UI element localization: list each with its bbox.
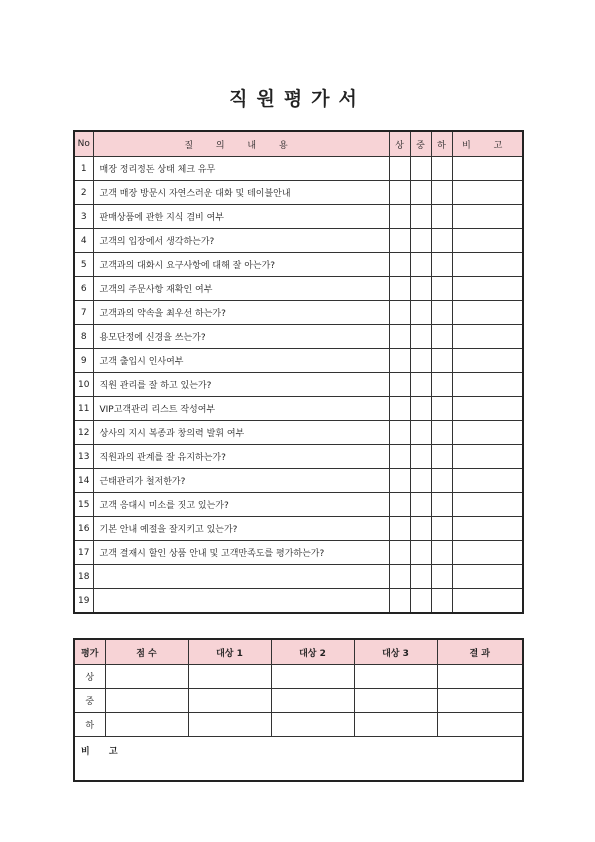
high-cell[interactable]: [389, 421, 410, 445]
score-cell[interactable]: [105, 665, 188, 689]
header-score: 점 수: [105, 639, 188, 665]
remarks-cell[interactable]: [452, 157, 523, 181]
question-text: 고객 응대시 미소를 짓고 있는가?: [93, 493, 389, 517]
row-number: 3: [74, 205, 93, 229]
remarks-cell[interactable]: [452, 541, 523, 565]
remarks-cell[interactable]: [452, 277, 523, 301]
question-text: 직원과의 관계를 잘 유지하는가?: [93, 445, 389, 469]
target-2-cell[interactable]: [271, 665, 354, 689]
question-text: [93, 589, 389, 614]
low-cell[interactable]: [431, 373, 452, 397]
question-text: VIP고객관리 리스트 작성여부: [93, 397, 389, 421]
page-title: 직원평가서: [229, 88, 366, 110]
score-cell[interactable]: [105, 713, 188, 737]
result-cell[interactable]: [437, 689, 523, 713]
row-number: 4: [74, 229, 93, 253]
row-number: 6: [74, 277, 93, 301]
high-cell[interactable]: [389, 589, 410, 614]
target-2-cell[interactable]: [271, 689, 354, 713]
table-row: [74, 517, 523, 541]
high-cell[interactable]: [389, 565, 410, 589]
table-row: [74, 541, 523, 565]
mid-cell[interactable]: [410, 445, 431, 469]
high-cell[interactable]: [389, 157, 410, 181]
target-1-cell[interactable]: [188, 665, 271, 689]
low-cell[interactable]: [431, 229, 452, 253]
table-row: [74, 301, 523, 325]
low-cell[interactable]: [431, 157, 452, 181]
target-3-cell[interactable]: [354, 713, 437, 737]
mid-cell[interactable]: [410, 541, 431, 565]
row-number: 12: [74, 421, 93, 445]
level-label: 하: [74, 713, 105, 737]
low-cell[interactable]: [431, 565, 452, 589]
table-row: [74, 181, 523, 205]
question-text: 고객과의 약속을 최우선 하는가?: [93, 301, 389, 325]
score-header-row: [74, 639, 523, 665]
mid-cell[interactable]: [410, 301, 431, 325]
row-number: 10: [74, 373, 93, 397]
remarks-cell[interactable]: [452, 589, 523, 614]
low-cell[interactable]: [431, 493, 452, 517]
high-cell[interactable]: [389, 541, 410, 565]
high-cell[interactable]: [389, 517, 410, 541]
mid-cell[interactable]: [410, 349, 431, 373]
low-cell[interactable]: [431, 517, 452, 541]
mid-cell[interactable]: [410, 325, 431, 349]
low-cell[interactable]: [431, 181, 452, 205]
low-cell[interactable]: [431, 253, 452, 277]
row-number: 14: [74, 469, 93, 493]
table-row: [74, 229, 523, 253]
remarks-cell[interactable]: [452, 325, 523, 349]
high-cell[interactable]: [389, 445, 410, 469]
question-text: 상사의 지시 복종과 창의력 발휘 여부: [93, 421, 389, 445]
score-row: [74, 689, 523, 713]
high-cell[interactable]: [389, 181, 410, 205]
row-number: 16: [74, 517, 93, 541]
result-cell[interactable]: [437, 713, 523, 737]
low-cell[interactable]: [431, 445, 452, 469]
header-no: No: [74, 131, 93, 157]
high-cell[interactable]: [389, 349, 410, 373]
remarks-cell[interactable]: [452, 397, 523, 421]
high-cell[interactable]: [389, 397, 410, 421]
mid-cell[interactable]: [410, 205, 431, 229]
remarks-cell[interactable]: [452, 301, 523, 325]
table-row: [74, 253, 523, 277]
target-1-cell[interactable]: [188, 689, 271, 713]
table-row: [74, 493, 523, 517]
mid-cell[interactable]: [410, 517, 431, 541]
table-row: [74, 589, 523, 614]
mid-cell[interactable]: [410, 469, 431, 493]
score-table: [73, 638, 524, 782]
remarks-cell[interactable]: [452, 565, 523, 589]
level-label: 중: [74, 689, 105, 713]
high-cell[interactable]: [389, 493, 410, 517]
evaluation-table: [73, 130, 524, 614]
header-eval: 평가: [74, 639, 105, 665]
header-target-1: 대상 1: [188, 639, 271, 665]
question-text: 근태관리가 철저한가?: [93, 469, 389, 493]
remarks-cell[interactable]: [452, 229, 523, 253]
score-cell[interactable]: [105, 689, 188, 713]
row-number: 1: [74, 157, 93, 181]
mid-cell[interactable]: [410, 373, 431, 397]
low-cell[interactable]: [431, 205, 452, 229]
remarks-label: 비 고: [74, 737, 523, 782]
mid-cell[interactable]: [410, 181, 431, 205]
table-row: [74, 349, 523, 373]
table-row: [74, 565, 523, 589]
remarks-cell[interactable]: [452, 205, 523, 229]
high-cell[interactable]: [389, 253, 410, 277]
question-text: 직원 관리를 잘 하고 있는가?: [93, 373, 389, 397]
target-1-cell[interactable]: [188, 713, 271, 737]
question-text: 고객 출입시 인사여부: [93, 349, 389, 373]
high-cell[interactable]: [389, 301, 410, 325]
question-text: 고객 매장 방문시 자연스러운 대화 및 테이블안내: [93, 181, 389, 205]
row-number: 9: [74, 349, 93, 373]
header-high: 상: [389, 131, 410, 157]
table-row: [74, 205, 523, 229]
remarks-cell[interactable]: [452, 181, 523, 205]
low-cell[interactable]: [431, 421, 452, 445]
question-text: 용모단정에 신경을 쓰는가?: [93, 325, 389, 349]
header-result: 결 과: [437, 639, 523, 665]
evaluation-header-row: [74, 131, 523, 157]
high-cell[interactable]: [389, 205, 410, 229]
mid-cell[interactable]: [410, 253, 431, 277]
remarks-cell[interactable]: [452, 373, 523, 397]
low-cell[interactable]: [431, 349, 452, 373]
header-low: 하: [431, 131, 452, 157]
table-row: [74, 445, 523, 469]
low-cell[interactable]: [431, 397, 452, 421]
remarks-cell[interactable]: [452, 253, 523, 277]
question-text: 고객과의 대화시 요구사항에 대해 잘 아는가?: [93, 253, 389, 277]
row-number: 5: [74, 253, 93, 277]
question-text: 고객 결재시 할인 상품 안내 및 고객만족도를 평가하는가?: [93, 541, 389, 565]
score-row: [74, 713, 523, 737]
low-cell[interactable]: [431, 301, 452, 325]
remarks-cell[interactable]: [452, 445, 523, 469]
row-number: 13: [74, 445, 93, 469]
mid-cell[interactable]: [410, 565, 431, 589]
high-cell[interactable]: [389, 469, 410, 493]
remarks-cell[interactable]: [452, 469, 523, 493]
remarks-cell[interactable]: [452, 349, 523, 373]
table-row: [74, 373, 523, 397]
remarks-cell[interactable]: [452, 517, 523, 541]
question-text: 기본 안내 예절을 잘지키고 있는가?: [93, 517, 389, 541]
table-row: [74, 277, 523, 301]
remarks-cell[interactable]: [452, 421, 523, 445]
question-text: 판매상품에 관한 지식 겸비 여부: [93, 205, 389, 229]
mid-cell[interactable]: [410, 397, 431, 421]
mid-cell[interactable]: [410, 157, 431, 181]
target-3-cell[interactable]: [354, 665, 437, 689]
table-row: [74, 469, 523, 493]
mid-cell[interactable]: [410, 421, 431, 445]
row-number: 11: [74, 397, 93, 421]
question-text: 고객의 입장에서 생각하는가?: [93, 229, 389, 253]
result-cell[interactable]: [437, 665, 523, 689]
low-cell[interactable]: [431, 541, 452, 565]
row-number: 2: [74, 181, 93, 205]
remarks-row: [74, 737, 523, 782]
high-cell[interactable]: [389, 373, 410, 397]
question-text: 고객의 주문사항 재확인 여부: [93, 277, 389, 301]
high-cell[interactable]: [389, 277, 410, 301]
table-row: [74, 157, 523, 181]
row-number: 7: [74, 301, 93, 325]
target-3-cell[interactable]: [354, 689, 437, 713]
low-cell[interactable]: [431, 469, 452, 493]
row-number: 15: [74, 493, 93, 517]
header-mid: 중: [410, 131, 431, 157]
header-target-3: 대상 3: [354, 639, 437, 665]
table-row: [74, 325, 523, 349]
row-number: 8: [74, 325, 93, 349]
row-number: 17: [74, 541, 93, 565]
table-row: [74, 421, 523, 445]
header-remarks: 비 고: [452, 131, 523, 157]
row-number: 19: [74, 589, 93, 614]
high-cell[interactable]: [389, 325, 410, 349]
header-target-2: 대상 2: [271, 639, 354, 665]
score-row: [74, 665, 523, 689]
mid-cell[interactable]: [410, 277, 431, 301]
mid-cell[interactable]: [410, 229, 431, 253]
low-cell[interactable]: [431, 589, 452, 614]
question-text: [93, 565, 389, 589]
low-cell[interactable]: [431, 325, 452, 349]
mid-cell[interactable]: [410, 589, 431, 614]
row-number: 18: [74, 565, 93, 589]
mid-cell[interactable]: [410, 493, 431, 517]
low-cell[interactable]: [431, 277, 452, 301]
high-cell[interactable]: [389, 229, 410, 253]
target-2-cell[interactable]: [271, 713, 354, 737]
remarks-cell[interactable]: [452, 493, 523, 517]
question-text: 매장 정리정돈 상태 체크 유무: [93, 157, 389, 181]
table-row: [74, 397, 523, 421]
level-label: 상: [74, 665, 105, 689]
header-content: 질 의 내 용: [93, 131, 389, 157]
